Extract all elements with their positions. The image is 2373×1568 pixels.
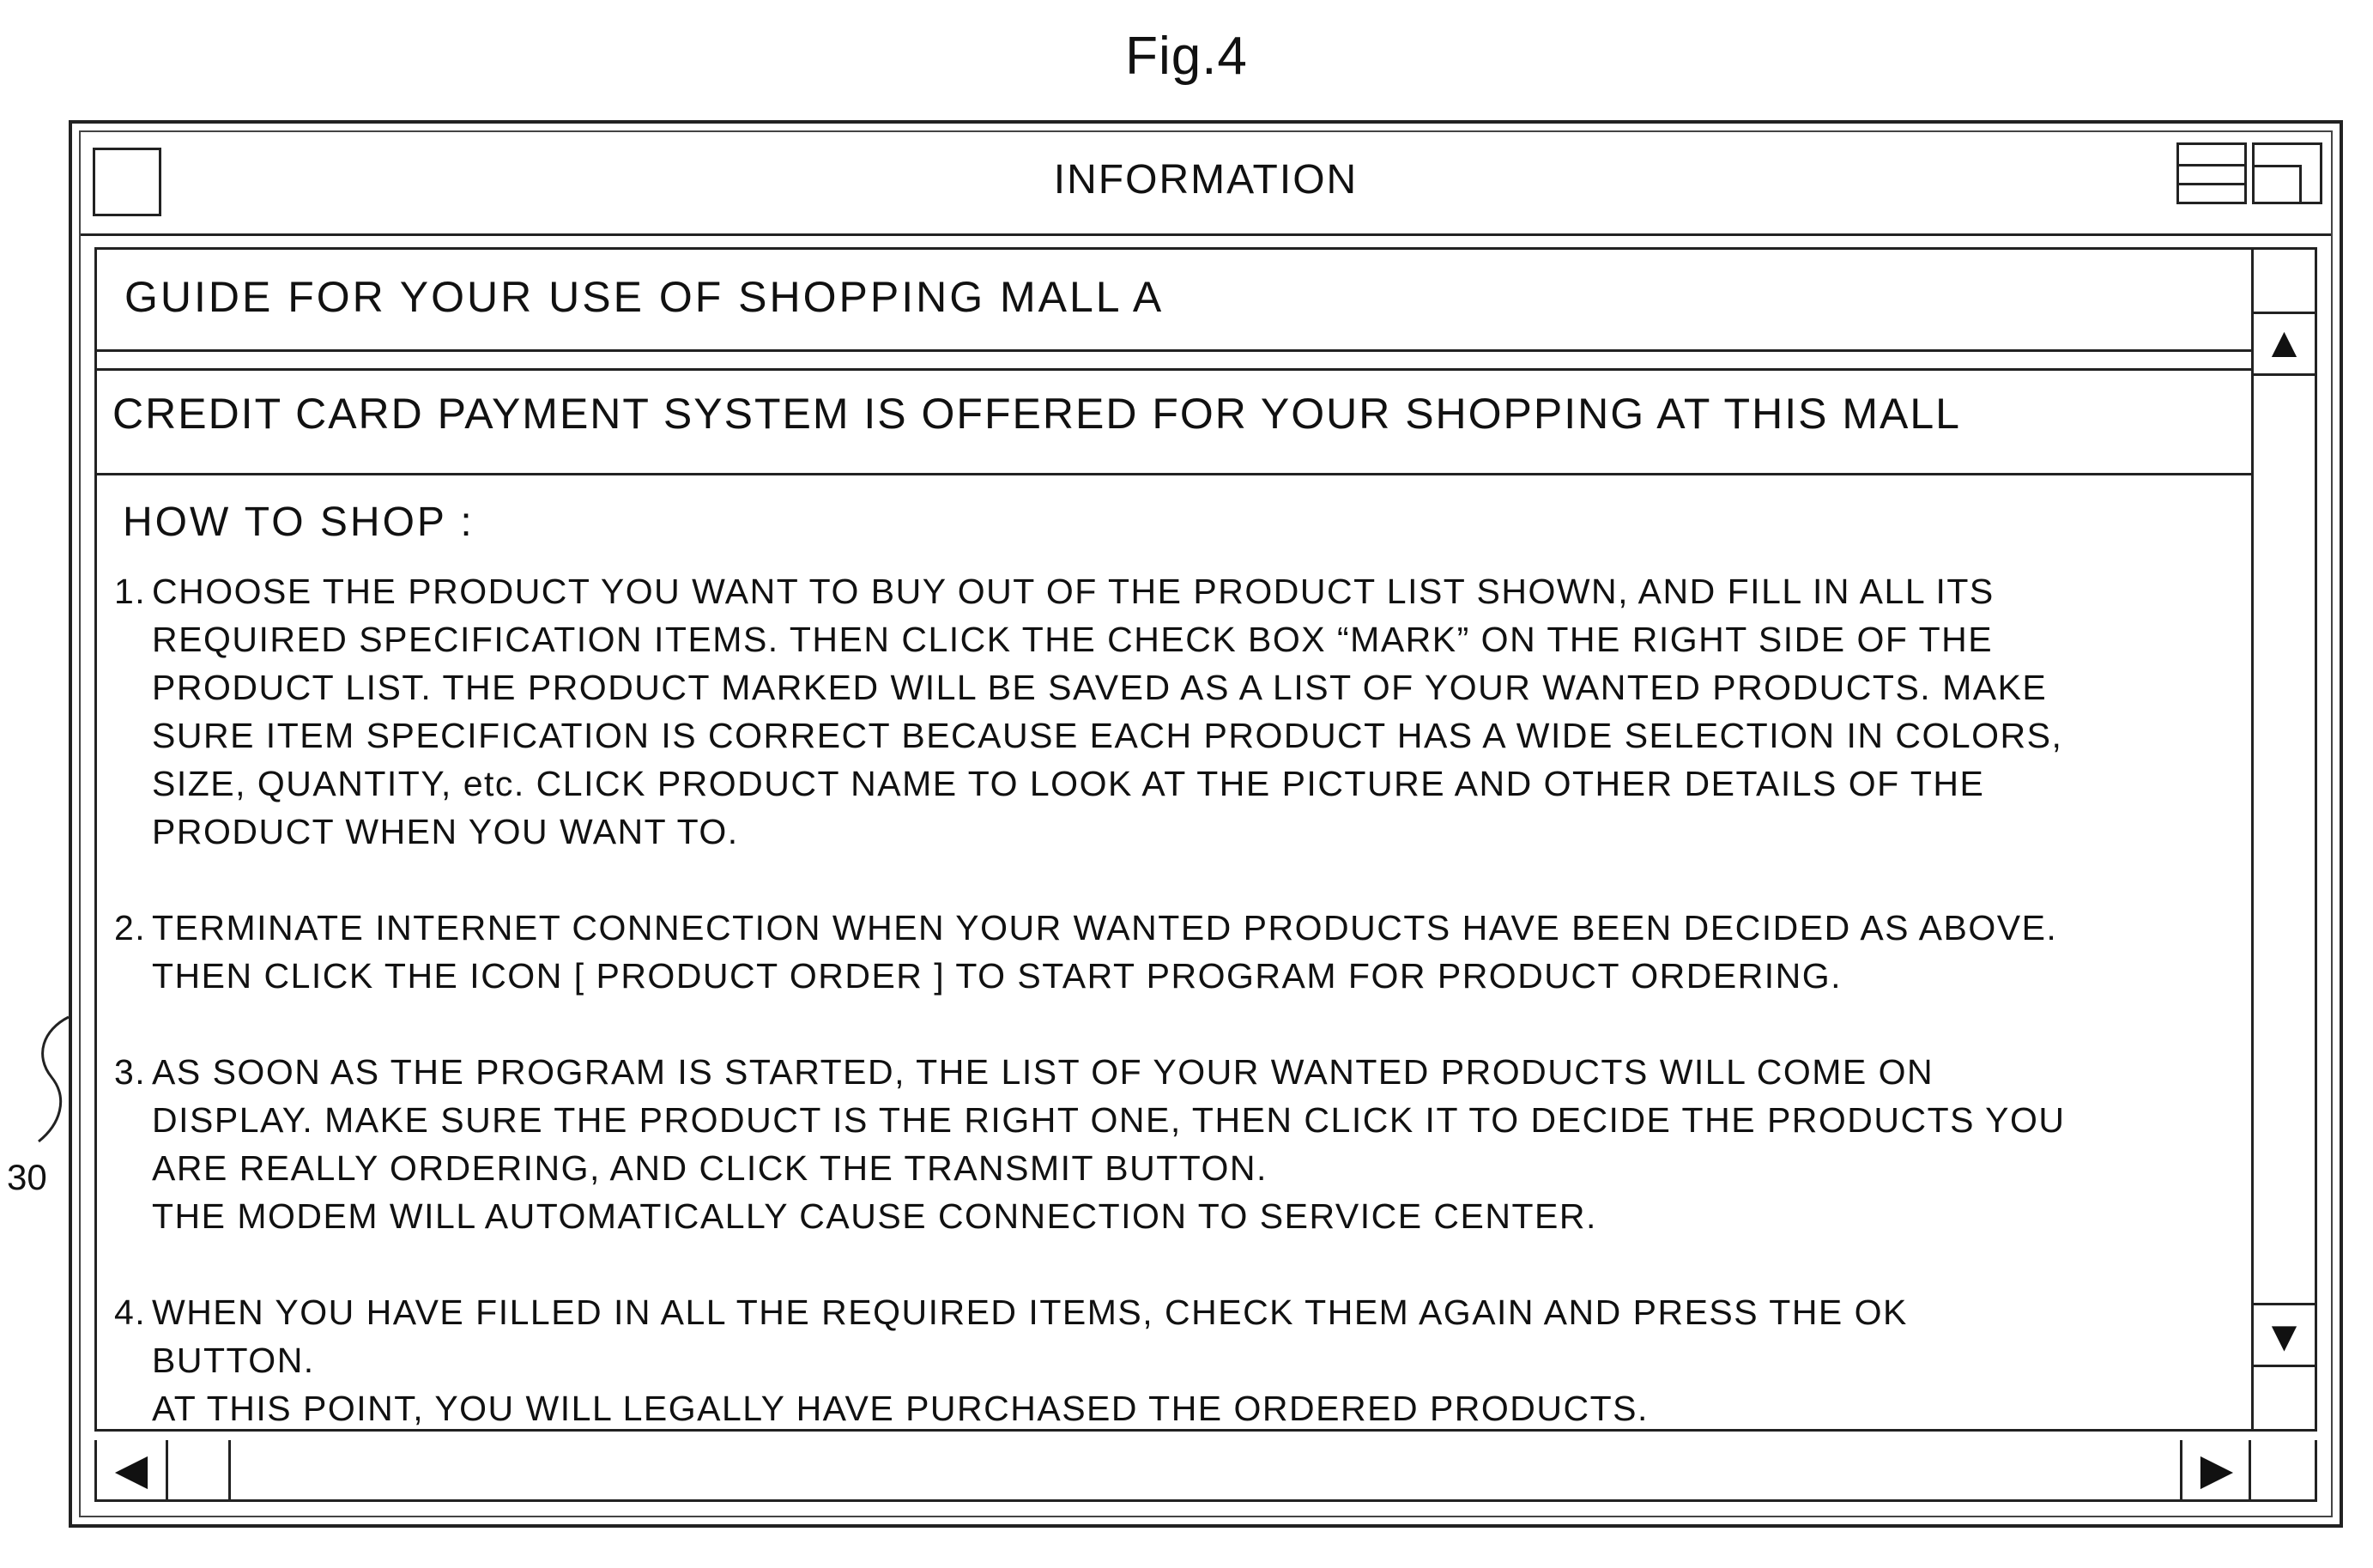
step-line: AT THIS POINT, YOU WILL LEGALLY HAVE PURCHASED THE ORDERED PRODUCTS. <box>152 1389 1649 1428</box>
window-title: INFORMATION <box>1053 157 1359 203</box>
divider <box>97 368 2251 371</box>
step-line: DISPLAY. MAKE SURE THE PRODUCT IS THE RIGHT ONE, THEN CLICK IT TO DECIDE THE PRODUCTS YOU <box>152 1100 2066 1140</box>
step-number: 4. <box>114 1293 147 1332</box>
step-number: 3. <box>114 1052 147 1092</box>
divider <box>97 349 2251 352</box>
payment-notice: CREDIT CARD PAYMENT SYSTEM IS OFFERED FOR YOUR SHOPPING AT THIS MALL <box>112 390 1961 438</box>
reference-numeral: 30 <box>7 1157 47 1197</box>
step-line: THE MODEM WILL AUTOMATICALLY CAUSE CONNECTION TO SERVICE CENTER. <box>152 1196 1597 1236</box>
scroll-thumb[interactable] <box>168 1440 231 1499</box>
step-line: PRODUCT LIST. THE PRODUCT MARKED WILL BE SAVED AS A LIST OF YOUR WANTED PRODUCTS. MAKE <box>152 668 2048 707</box>
scroll-right-icon[interactable]: ▶ <box>2180 1440 2251 1499</box>
step-line: SIZE, QUANTITY, etc. CLICK PRODUCT NAME TO LOOK AT THE PICTURE AND OTHER DETAILS OF THE <box>152 764 1985 803</box>
scrollbar-cap <box>2254 1365 2315 1429</box>
information-content <box>94 247 2254 1432</box>
step-number: 1. <box>114 572 147 611</box>
step-line: THEN CLICK THE ICON [ PRODUCT ORDER ] TO START PROGRAM FOR PRODUCT ORDERING. <box>152 956 1843 996</box>
step-item <box>114 904 2208 1000</box>
tile-windows-icon[interactable] <box>2176 142 2247 204</box>
figure-title: Fig.4 <box>1125 27 1248 86</box>
scrollbar-cap <box>2254 250 2315 314</box>
information-window <box>69 120 2343 1528</box>
step-line: AS SOON AS THE PROGRAM IS STARTED, THE LIST OF YOUR WANTED PRODUCTS WILL COME ON <box>152 1052 1934 1092</box>
scroll-down-icon[interactable]: ▼ <box>2254 1303 2315 1367</box>
divider <box>97 473 2251 475</box>
vertical-scrollbar[interactable] <box>2254 247 2317 1432</box>
step-line: BUTTON. <box>152 1341 315 1380</box>
step-item <box>114 1288 2208 1432</box>
step-line: WHEN YOU HAVE FILLED IN ALL THE REQUIRED ITEMS, CHECK THEM AGAIN AND PRESS THE OK <box>152 1293 1908 1332</box>
howto-heading: HOW TO SHOP : <box>123 499 475 545</box>
step-line: REQUIRED SPECIFICATION ITEMS. THEN CLICK THE CHECK BOX “MARK” ON THE RIGHT SIDE OF THE <box>152 620 1994 659</box>
step-line: PRODUCT WHEN YOU WANT TO. <box>152 812 739 851</box>
step-item <box>114 1048 2208 1240</box>
scrollbar-corner <box>2249 1440 2315 1499</box>
maximize-icon[interactable] <box>2252 142 2322 204</box>
step-line: CHOOSE THE PRODUCT YOU WANT TO BUY OUT OF THE PRODUCT LIST SHOWN, AND FILL IN ALL ITS <box>152 572 1995 611</box>
scroll-up-icon[interactable]: ▲ <box>2254 312 2315 376</box>
step-line: TERMINATE INTERNET CONNECTION WHEN YOUR WANTED PRODUCTS HAVE BEEN DECIDED AS ABOVE. <box>152 908 2058 947</box>
step-line: ARE REALLY ORDERING, AND CLICK THE TRANSMIT BUTTON. <box>152 1148 1268 1188</box>
step-item <box>114 567 2208 856</box>
step-number: 2. <box>114 908 147 947</box>
horizontal-scrollbar[interactable] <box>94 1440 2317 1502</box>
steps-list <box>114 567 2208 1432</box>
scroll-left-icon[interactable]: ◀ <box>97 1440 168 1499</box>
window-frame <box>79 130 2333 1517</box>
title-bar[interactable] <box>81 132 2331 236</box>
guide-heading: GUIDE FOR YOUR USE OF SHOPPING MALL A <box>124 273 1165 321</box>
step-line: SURE ITEM SPECIFICATION IS CORRECT BECAUSE EACH PRODUCT HAS A WIDE SELECTION IN COLORS, <box>152 716 2063 755</box>
